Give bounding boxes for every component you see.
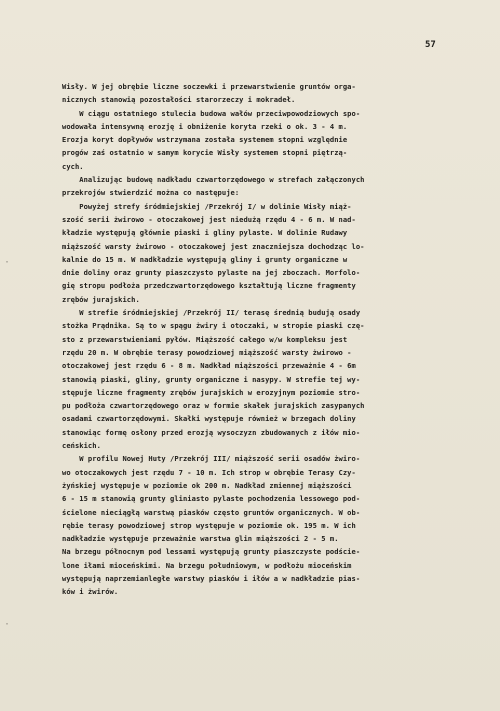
text-line: kładzie występują głównie piaski i gliny pylaste. W dolinie Rudawy xyxy=(62,228,348,238)
text-line: ków i żwirów. xyxy=(62,587,119,597)
text-line: wodowała intensywną erozję i obniżenie koryta rzeki o ok. 3 - 4 m. xyxy=(62,121,348,131)
text-line: nicznych stanowią pozostałości starorzeczy i mokradeł. xyxy=(62,95,296,105)
binding-hole-mark: · xyxy=(4,619,11,630)
page-number: 57 xyxy=(425,40,436,50)
text-line: kalnie do 15 m. W nadkładzie występują gliny i grunty organiczne w xyxy=(62,254,348,264)
text-line: W profilu Nowej Huty /Przekrój III/ miąższość serii osadów żwiro- xyxy=(62,454,361,464)
text-line: 6 - 15 m stanowią grunty gliniasto pylaste pochodzenia lessowego pod- xyxy=(62,494,361,504)
text-line: cych. xyxy=(62,161,84,171)
text-line: Erozja koryt dopływów wstrzymana została systemem stopni względnie xyxy=(62,135,348,145)
text-line: żyńskiej występuje w poziomie ok 200 m. Nadkład zmiennej miąższości xyxy=(62,480,352,490)
text-line: stanowiąc formę osłony przed erozją wysoczyzn zbudowanych z iłów mio- xyxy=(62,427,361,437)
text-line: otoczakowej jest rzędu 6 - 8 m. Nadkład miąższości przeważnie 4 - 6m xyxy=(62,361,356,371)
text-line: Na brzegu północnym pod lessami występują grunty piaszczyste podście- xyxy=(62,547,361,557)
text-line: rzędu 20 m. W obrębie terasy powodziowej miąższość warsty żwirowo - xyxy=(62,347,352,357)
text-line: Wisły. W jej obrębie liczne soczewki i przewarstwienie gruntów orga- xyxy=(62,82,356,91)
text-line: stanowią piaski, gliny, grunty organiczne i nasypy. W strefie tej wy- xyxy=(62,374,361,384)
text-line: wo otoczakowych jest rzędu 7 - 10 m. Ich strop w obrębie Terasy Czy- xyxy=(62,467,356,477)
text-line: miąższość warsty żwirowo - otoczakowej jest znaczniejsza dochodząc lo- xyxy=(62,241,365,251)
binding-hole-mark: · xyxy=(4,257,11,268)
text-line: osadami czwartorzędowymi. Skałki występuje również w brzegach doliny xyxy=(62,414,356,424)
text-line: przekrojów stwierdzić można co następuje: xyxy=(62,188,240,198)
text-line: gię stropu podłoża przedczwartorzędowego kształtują liczne fragmenty xyxy=(62,281,356,291)
text-line: stępuje liczne fragmenty zrębów jurajskich w erozyjnym poziomie stro- xyxy=(62,387,361,397)
text-line: W strefie śródmiejskiej /Przekrój II/ terasę średnią budują osady xyxy=(62,308,361,318)
text-line: stożka Prądnika. Są to w spągu żwiry i otoczaki, w stropie piaski czę- xyxy=(62,321,365,331)
text-line: dnie doliny oraz grunty piaszczysto pylaste na jej zboczach. Morfolo- xyxy=(62,268,361,278)
text-line: Analizując budowę nadkładu czwartorzędowego w strefach załączonych xyxy=(62,175,365,185)
text-line: występują naprzemianległe warstwy piasków i iłów a w nadkładzie pias- xyxy=(62,573,361,583)
text-body xyxy=(62,80,446,599)
text-line: lone iłami mioceńskimi. Na brzegu południowym, w podłożu mioceńskim xyxy=(62,560,352,570)
text-line: ceńskich. xyxy=(62,441,101,451)
text-line: zrębów jurajskich. xyxy=(62,294,140,304)
text-line: ścielone nieciągłą warstwą piasków często gruntów organicznych. W ob- xyxy=(62,507,361,517)
text-line: sto z przewarstwieniami pyłów. Miąższość całego w/w kompleksu jest xyxy=(62,334,348,344)
text-line: szość serii żwirowo - otoczakowej jest niedużą rzędu 4 - 6 m. W nad- xyxy=(62,214,356,224)
text-line: W ciągu ostatniego stulecia budowa wałów przeciwpowodziowych spo- xyxy=(62,108,361,118)
text-line: rębie terasy powodziowej strop występuje w poziomie ok. 195 m. W ich xyxy=(62,520,356,530)
text-line: pu podłoża czwartorzędowego oraz w formie skałek jurajskich zasypanych xyxy=(62,401,365,411)
text-line: Powyżej strefy śródmiejskiej /Przekrój I/ w dolinie Wisły miąż- xyxy=(62,201,352,211)
text-line: progów zaś ostatnio w samym korycie Wisły systemem stopni piętrzą- xyxy=(62,148,348,158)
text-line: nadkładzie występuje przeważnie warstwa glin miąższości 2 - 5 m. xyxy=(62,534,339,544)
